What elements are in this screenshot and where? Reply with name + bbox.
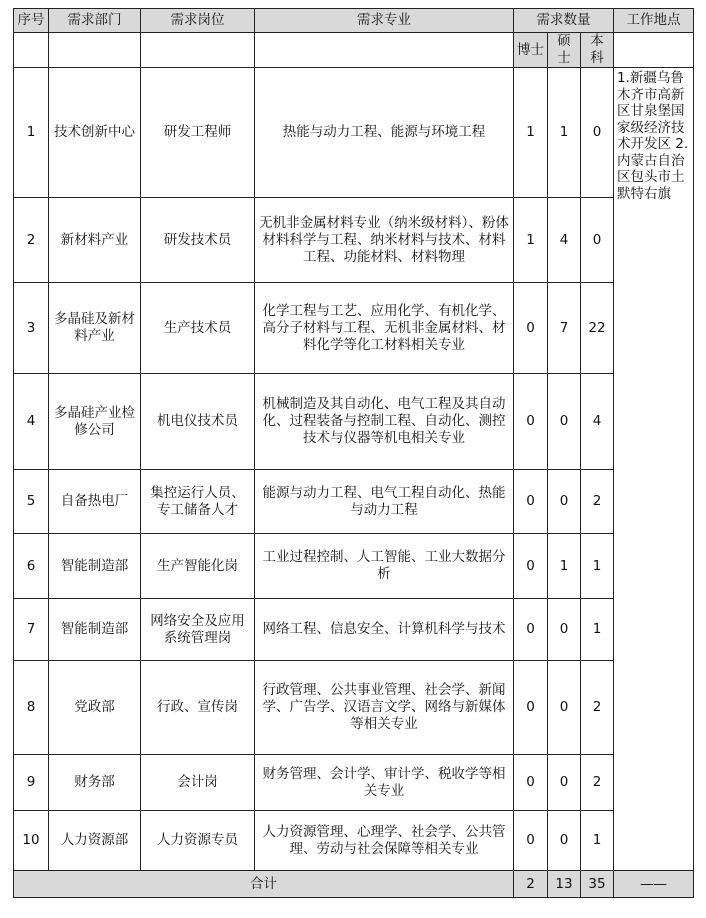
row-position: 网络安全及应用系统管理岗 [141,599,255,661]
total-bachelor: 35 [581,871,614,898]
row-phd: 0 [514,755,548,811]
subheader-blank [614,33,694,68]
total-phd: 2 [514,871,548,898]
row-position: 集控运行人员、专工储备人才 [141,470,255,534]
row-seq: 6 [14,534,49,599]
row-position: 生产技术员 [141,283,255,374]
row-major: 化学工程与工艺、应用化学、有机化学、高分子材料与工程、无机非金属材料、材料化学等化工材料相关专业 [255,283,514,374]
row-seq: 9 [14,755,49,811]
row-bachelor: 2 [581,470,614,534]
row-bachelor: 0 [581,68,614,198]
header-row [14,9,694,33]
row-dept: 人力资源部 [49,811,141,871]
row-master: 0 [548,599,581,661]
header-bachelor: 本科 [581,33,614,68]
table-row [14,374,694,470]
subheader-blank [14,33,49,68]
table-row [14,68,694,198]
row-major: 人力资源管理、心理学、社会学、公共管理、劳动与社会保障等相关专业 [255,811,514,871]
row-seq: 3 [14,283,49,374]
table-row [14,811,694,871]
top-strip [0,0,706,7]
row-bachelor: 2 [581,755,614,811]
row-seq: 5 [14,470,49,534]
row-seq: 8 [14,661,49,755]
row-dept: 多晶硅产业检修公司 [49,374,141,470]
subheader-blank [141,33,255,68]
table-row [14,755,694,811]
header-seq: 序号 [14,9,49,33]
row-major: 财务管理、会计学、审计学、税收学等相关专业 [255,755,514,811]
row-master: 0 [548,374,581,470]
row-master: 0 [548,470,581,534]
row-position: 行政、宣传岗 [141,661,255,755]
row-phd: 1 [514,198,548,283]
row-major: 工业过程控制、人工智能、工业大数据分析 [255,534,514,599]
table-row [14,470,694,534]
row-phd: 0 [514,470,548,534]
header-master: 硕士 [548,33,581,68]
table-row [14,661,694,755]
row-seq: 2 [14,198,49,283]
row-master: 0 [548,661,581,755]
header-quantity: 需求数量 [514,9,614,33]
table-row [14,534,694,599]
row-master: 7 [548,283,581,374]
row-dept: 财务部 [49,755,141,811]
row-position: 研发技术员 [141,198,255,283]
row-position: 研发工程师 [141,68,255,198]
row-bachelor: 4 [581,374,614,470]
row-phd: 0 [514,661,548,755]
row-master: 0 [548,755,581,811]
table-row [14,283,694,374]
table-body [14,68,694,871]
row-major: 行政管理、公共事业管理、社会学、新闻学、广告学、汉语言文学、网络与新媒体等相关专业 [255,661,514,755]
header-major: 需求专业 [255,9,514,33]
row-phd: 0 [514,811,548,871]
row-bachelor: 1 [581,534,614,599]
table-row [14,599,694,661]
row-major: 能源与动力工程、电气工程自动化、热能与动力工程 [255,470,514,534]
row-dept: 新材料产业 [49,198,141,283]
row-position: 机电仪技术员 [141,374,255,470]
header-position: 需求岗位 [141,9,255,33]
row-phd: 0 [514,534,548,599]
row-seq: 1 [14,68,49,198]
work-location: 1.新疆乌鲁木齐市高新区甘泉堡国家级经济技术开发区 2.内蒙古自治区包头市土默特右旗 [614,68,694,871]
header-phd: 博士 [514,33,548,68]
row-phd: 1 [514,68,548,198]
total-row [14,871,694,898]
row-seq: 7 [14,599,49,661]
row-dept: 自备热电厂 [49,470,141,534]
total-location: —— [614,871,694,898]
total-label: 合计 [14,871,514,898]
table-row [14,198,694,283]
row-dept: 技术创新中心 [49,68,141,198]
row-dept: 智能制造部 [49,534,141,599]
recruitment-table [13,8,694,898]
row-dept: 多晶硅及新材料产业 [49,283,141,374]
row-major: 网络工程、信息安全、计算机科学与技术 [255,599,514,661]
row-major: 无机非金属材料专业（纳米级材料）、粉体材料科学与工程、纳米材料与技术、材料工程、功能材料、材料物理 [255,198,514,283]
row-bachelor: 0 [581,198,614,283]
row-position: 生产智能化岗 [141,534,255,599]
row-master: 1 [548,534,581,599]
header-location: 工作地点 [614,9,694,33]
subheader-blank [49,33,141,68]
subheader-blank [255,33,514,68]
row-seq: 10 [14,811,49,871]
row-bachelor: 2 [581,661,614,755]
row-bachelor: 1 [581,599,614,661]
row-dept: 智能制造部 [49,599,141,661]
total-master: 13 [548,871,581,898]
row-major: 机械制造及其自动化、电气工程及其自动化、过程装备与控制工程、自动化、测控技术与仪器等机电相关专业 [255,374,514,470]
row-phd: 0 [514,599,548,661]
row-major: 热能与动力工程、能源与环境工程 [255,68,514,198]
row-master: 1 [548,68,581,198]
row-bachelor: 1 [581,811,614,871]
row-bachelor: 22 [581,283,614,374]
row-phd: 0 [514,374,548,470]
row-seq: 4 [14,374,49,470]
row-dept: 党政部 [49,661,141,755]
row-phd: 0 [514,283,548,374]
row-position: 会计岗 [141,755,255,811]
header-dept: 需求部门 [49,9,141,33]
row-position: 人力资源专员 [141,811,255,871]
subheader-row [14,33,694,68]
row-master: 4 [548,198,581,283]
row-master: 0 [548,811,581,871]
